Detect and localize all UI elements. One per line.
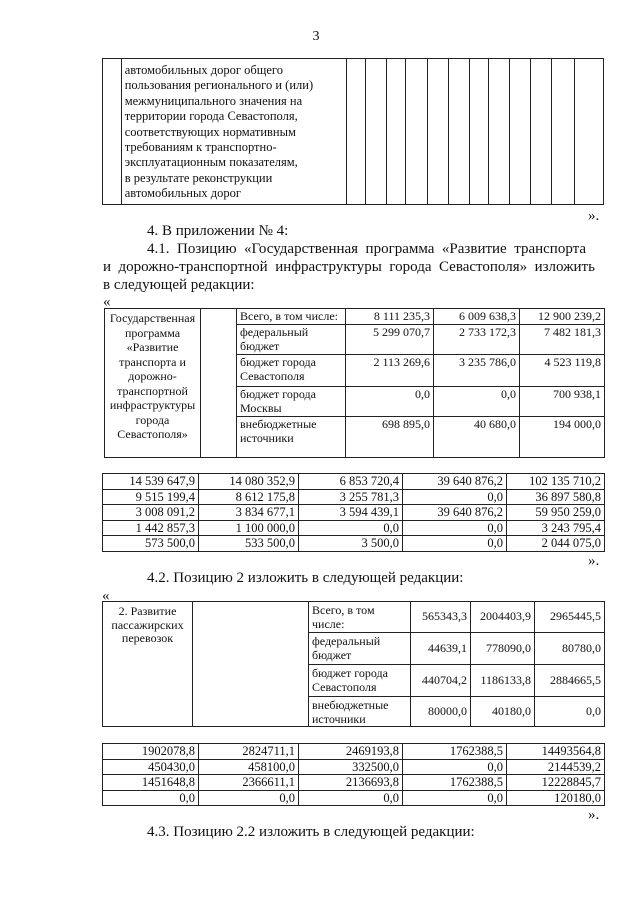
value-cell: 3 243 795,4 [507, 520, 605, 536]
label-line: федеральный [312, 634, 381, 648]
closing-quote: ». [588, 553, 600, 569]
value-cell: 102 135 710,2 [507, 474, 605, 490]
program-continuation-table [102, 473, 605, 552]
label-line: Севастополя [312, 679, 377, 694]
empty-cell [531, 59, 552, 205]
label-line: Москвы [240, 401, 282, 415]
value-cell: 0,0 [403, 489, 507, 505]
value-cell: 44639,1 [411, 633, 471, 665]
empty-cell [469, 59, 488, 205]
top-continuation-table [102, 58, 604, 205]
value-cell: 565343,3 [411, 602, 471, 633]
label-line: источники [240, 431, 294, 445]
program-table [104, 308, 605, 458]
label-line: федеральный [240, 324, 309, 339]
empty-cell [193, 602, 309, 727]
value-cell: 0,0 [199, 790, 299, 806]
label-line: Всего, в том [312, 603, 375, 617]
value-cell: 2136693,8 [299, 775, 403, 791]
indicator-line: соответствующих нормативным [124, 124, 296, 139]
empty-cell [428, 59, 449, 205]
value-cell: 0,0 [403, 520, 507, 536]
value-cell: 120180,0 [507, 790, 605, 806]
value-cell: 2 733 172,3 [434, 324, 520, 354]
top-table-index-cell [103, 59, 122, 205]
value-cell: 40180,0 [471, 697, 535, 727]
value-cell: 0,0 [434, 386, 520, 416]
value-cell: 80000,0 [411, 697, 471, 727]
label-line: Севастополя [240, 369, 305, 383]
value-cell: 2469193,8 [299, 744, 403, 760]
empty-cell [386, 59, 406, 205]
row-label [237, 416, 346, 457]
indicator-line: эксплуатационным показателям, [124, 155, 298, 170]
section-heading: 4. В приложении № 4: [147, 223, 289, 239]
label-line: бюджет [240, 339, 280, 353]
value-cell: 3 235 786,0 [434, 354, 520, 386]
item-4-1-line: в следующей редакции: [103, 277, 255, 293]
value-cell: 8 612 175,8 [199, 489, 299, 505]
row-label [309, 665, 411, 697]
position-name-line: 2. Развитие [118, 604, 177, 618]
open-quote: « [103, 294, 111, 310]
value-cell: 2884665,5 [535, 665, 605, 697]
value-cell: 0,0 [403, 759, 507, 775]
value-cell: 39 640 876,2 [403, 474, 507, 490]
empty-cell [406, 59, 428, 205]
program-name-line: города [135, 412, 170, 427]
value-cell: 3 834 677,1 [199, 505, 299, 521]
indicator-line: пользования регионального и (или) [124, 78, 314, 93]
program-name-line: инфраструктуры [109, 398, 196, 412]
value-cell: 12228845,7 [507, 775, 605, 791]
value-cell: 778090,0 [471, 633, 535, 665]
value-cell: 1762388,5 [403, 744, 507, 760]
label-line: внебюджетные [240, 416, 317, 431]
row-label [237, 386, 346, 416]
passenger-table [102, 601, 605, 727]
empty-cell [551, 59, 574, 205]
value-cell: 14 539 647,9 [103, 474, 199, 490]
position-name-line: перевозок [121, 631, 174, 645]
program-name-line: программа [124, 325, 181, 340]
closing-quote: ». [588, 807, 600, 823]
label-line: бюджет [312, 647, 352, 662]
value-cell: 40 680,0 [434, 416, 520, 457]
value-cell: 59 950 259,0 [507, 505, 605, 521]
value-cell: 194 000,0 [520, 416, 605, 457]
value-cell: 1186133,8 [471, 665, 535, 697]
value-cell: 700 938,1 [520, 386, 605, 416]
value-cell: 3 594 439,1 [299, 505, 403, 521]
value-cell: 1762388,5 [403, 775, 507, 791]
value-cell: 2 113 269,6 [346, 354, 434, 386]
label-line: числе: [312, 616, 345, 631]
value-cell: 0,0 [103, 790, 199, 806]
row-label [309, 602, 411, 633]
value-cell: 573 500,0 [103, 536, 199, 552]
value-cell: 2824711,1 [199, 744, 299, 760]
value-cell: 1902078,8 [103, 744, 199, 760]
value-cell: 533 500,0 [199, 536, 299, 552]
row-label [309, 697, 411, 727]
value-cell: 0,0 [299, 790, 403, 806]
indicator-line: территории города Севастополя, [124, 109, 298, 124]
label-line: бюджет города [240, 386, 316, 401]
value-cell: 6 009 638,3 [434, 309, 520, 325]
value-cell: 0,0 [299, 520, 403, 536]
passenger-continuation-table [102, 743, 605, 806]
value-cell: 2366611,1 [199, 775, 299, 791]
label-line: внебюджетные [312, 698, 389, 712]
value-cell: 6 853 720,4 [299, 474, 403, 490]
value-cell: 1451648,8 [103, 775, 199, 791]
value-cell: 39 640 876,2 [403, 505, 507, 521]
value-cell: 1 100 000,0 [199, 520, 299, 536]
label-line: бюджет города [240, 354, 316, 369]
value-cell: 8 111 235,3 [346, 309, 434, 325]
program-name-line: транспортной [117, 383, 188, 398]
closing-quote: ». [588, 208, 600, 224]
row-label [237, 309, 346, 325]
empty-cell [574, 59, 603, 205]
program-name-line: Севастополя» [117, 427, 188, 441]
empty-cell [510, 59, 531, 205]
indicator-line: автомобильных дорог [124, 186, 241, 201]
empty-cell [449, 59, 470, 205]
position-name-cell [103, 602, 193, 727]
value-cell: 12 900 239,2 [520, 309, 605, 325]
value-cell: 2965445,5 [535, 602, 605, 633]
item-4-1-line: 4.1. Позицию «Государственная программа «Развитие транспорта [147, 241, 587, 257]
value-cell: 3 255 781,3 [299, 489, 403, 505]
value-cell: 14493564,8 [507, 744, 605, 760]
program-name-line: Государственная [109, 311, 196, 325]
row-label [309, 633, 411, 665]
value-cell: 2144539,2 [507, 759, 605, 775]
open-quote: « [102, 588, 110, 604]
program-name-line: «Развитие [126, 340, 179, 354]
value-cell: 80780,0 [535, 633, 605, 665]
row-label [237, 324, 346, 354]
position-name-line: пассажирских [111, 617, 184, 632]
value-cell: 0,0 [346, 386, 434, 416]
value-cell: 450430,0 [103, 759, 199, 775]
item-4-2-text: 4.2. Позицию 2 изложить в следующей редакции: [147, 570, 464, 586]
value-cell: 36 897 580,8 [507, 489, 605, 505]
indicator-line: межмуниципального значения на [124, 93, 303, 108]
value-cell: 3 008 091,2 [103, 505, 199, 521]
row-label [237, 354, 346, 386]
indicator-line: в результате реконструкции [124, 170, 273, 185]
value-cell: 7 482 181,3 [520, 324, 605, 354]
page-number: 3 [312, 29, 320, 44]
item-4-3-text: 4.3. Позицию 2.2 изложить в следующей редакции: [147, 824, 475, 840]
empty-cell [201, 309, 237, 458]
empty-cell [365, 59, 386, 205]
value-cell: 5 299 070,7 [346, 324, 434, 354]
value-cell: 440704,2 [411, 665, 471, 697]
indicator-line: автомобильных дорог общего [124, 63, 283, 77]
value-cell: 332500,0 [299, 759, 403, 775]
label-line: источники [312, 711, 366, 726]
indicator-line: требованиям к транспортно- [124, 140, 277, 155]
value-cell: 4 523 119,8 [520, 354, 605, 386]
empty-cell [347, 59, 366, 205]
empty-cell [488, 59, 510, 205]
program-name-cell [105, 309, 201, 458]
value-cell: 2004403,9 [471, 602, 535, 633]
top-table-indicator-text [121, 59, 347, 205]
value-cell: 3 500,0 [299, 536, 403, 552]
value-cell: 458100,0 [199, 759, 299, 775]
value-cell: 0,0 [403, 536, 507, 552]
value-cell: 698 895,0 [346, 416, 434, 457]
label-line: Всего, в том числе: [240, 309, 338, 323]
label-line: бюджет города [312, 666, 388, 680]
value-cell: 9 515 199,4 [103, 489, 199, 505]
value-cell: 2 044 075,0 [507, 536, 605, 552]
program-name-line: дорожно- [128, 369, 177, 383]
program-name-line: транспорта и [119, 354, 186, 369]
value-cell: 0,0 [535, 697, 605, 727]
item-4-1-line: и дорожно-транспортной инфраструктуры города Севастополя» изложить [103, 259, 595, 275]
value-cell: 1 442 857,3 [103, 520, 199, 536]
value-cell: 0,0 [403, 790, 507, 806]
value-cell: 14 080 352,9 [199, 474, 299, 490]
